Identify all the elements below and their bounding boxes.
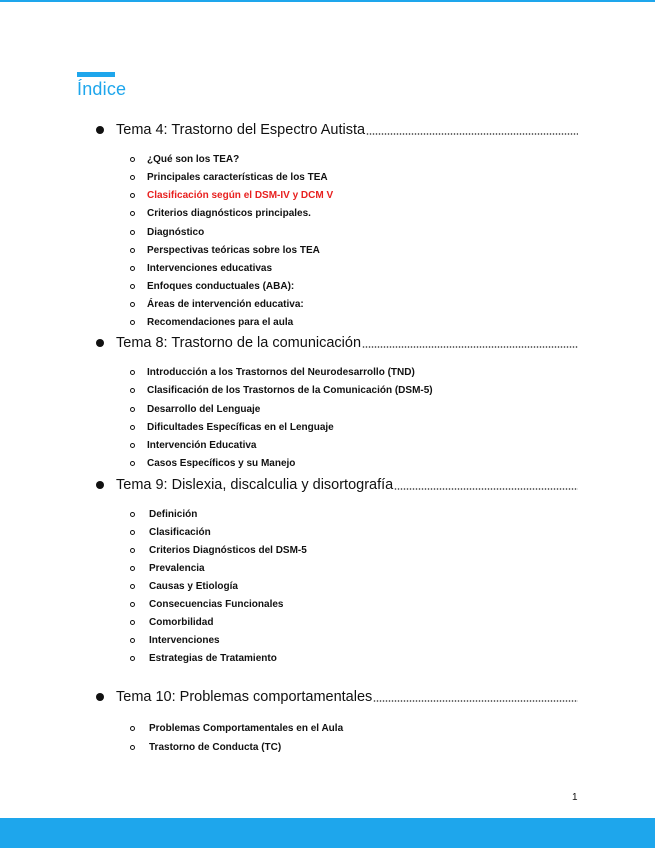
circle-bullet-icon: [130, 584, 135, 589]
toc-item-label: Dificultades Específicas en el Lenguaje: [147, 421, 334, 433]
circle-bullet-icon: [130, 620, 135, 625]
toc-item-label: Diagnóstico: [147, 226, 205, 238]
toc-item[interactable]: [130, 455, 295, 471]
circle-bullet-icon: [130, 638, 135, 643]
toc-topic-label: Tema 8: Trastorno de la comunicación: [116, 335, 362, 351]
toc-item[interactable]: [130, 260, 272, 276]
dot-leader: [366, 132, 578, 136]
circle-bullet-icon: [130, 407, 135, 412]
toc-item-label: Clasificación: [149, 526, 211, 538]
toc-item[interactable]: [130, 720, 343, 736]
toc-item[interactable]: [130, 632, 220, 648]
toc-item[interactable]: [130, 151, 239, 167]
circle-bullet-icon: [130, 530, 135, 535]
bullet-icon: [96, 693, 104, 701]
toc-item-label: Perspectivas teóricas sobre los TEA: [147, 244, 320, 256]
toc-topic-tema-10[interactable]: [96, 686, 578, 708]
toc-item[interactable]: [130, 506, 197, 522]
toc-item[interactable]: [130, 314, 293, 330]
toc-item[interactable]: [130, 205, 311, 221]
toc-item-label: Consecuencias Funcionales: [149, 598, 284, 610]
toc-item-label: Intervención Educativa: [147, 439, 257, 451]
toc-item-label: Criterios diagnósticos principales.: [147, 207, 311, 219]
toc-item-label: Clasificación de los Trastornos de la Comunicación (DSM-5): [147, 384, 433, 396]
toc-item[interactable]: [130, 739, 281, 755]
toc-item-label: Intervenciones educativas: [147, 262, 273, 274]
toc-item[interactable]: [130, 278, 294, 294]
title-accent-bar: [77, 72, 115, 77]
dot-leader: [362, 345, 578, 349]
circle-bullet-icon: [130, 548, 135, 553]
circle-bullet-icon: [130, 284, 135, 289]
toc-item-label: Casos Específicos y su Manejo: [147, 457, 296, 469]
toc-item-label: Criterios Diagnósticos del DSM-5: [149, 544, 307, 556]
bullet-icon: [96, 481, 104, 489]
circle-bullet-icon: [130, 388, 135, 393]
toc-item[interactable]: [130, 224, 204, 240]
toc-topic-tema-9[interactable]: [96, 474, 578, 496]
circle-bullet-icon: [130, 302, 135, 307]
footer-bar: [0, 818, 655, 848]
circle-bullet-icon: [130, 726, 135, 731]
toc-item-label: Desarrollo del Lenguaje: [147, 403, 261, 415]
circle-bullet-icon: [130, 248, 135, 253]
page-number: 1: [572, 792, 578, 803]
circle-bullet-icon: [130, 656, 135, 661]
toc-topic-tema-8[interactable]: [96, 332, 578, 354]
toc-item[interactable]: [130, 242, 320, 258]
page-title: Índice: [77, 79, 127, 99]
toc-item[interactable]: [130, 401, 260, 417]
circle-bullet-icon: [130, 602, 135, 607]
circle-bullet-icon: [130, 320, 135, 325]
toc-item[interactable]: [130, 419, 334, 435]
toc-topic-label: Tema 9: Dislexia, discalculia y disortografía: [116, 477, 394, 493]
toc-item[interactable]: [130, 614, 213, 630]
circle-bullet-icon: [130, 370, 135, 375]
circle-bullet-icon: [130, 175, 135, 180]
toc-item-label: Estrategias de Tratamiento: [149, 652, 277, 664]
toc-item-label: Definición: [149, 508, 198, 520]
toc-item-highlighted[interactable]: [130, 187, 333, 203]
circle-bullet-icon: [130, 745, 135, 750]
circle-bullet-icon: [130, 193, 135, 198]
circle-bullet-icon: [130, 425, 135, 430]
toc-item[interactable]: [130, 382, 433, 398]
circle-bullet-icon: [130, 157, 135, 162]
toc-topic-tema-4[interactable]: [96, 119, 578, 141]
dot-leader: [373, 699, 578, 703]
circle-bullet-icon: [130, 566, 135, 571]
toc-item[interactable]: [130, 169, 328, 185]
circle-bullet-icon: [130, 230, 135, 235]
toc-item[interactable]: [130, 578, 238, 594]
toc-item-label: ¿Qué son los TEA?: [147, 153, 240, 165]
toc-item[interactable]: [130, 437, 256, 453]
toc-item-label: Recomendaciones para el aula: [147, 316, 294, 328]
toc-item-label: Clasificación según el DSM-IV y DCM V: [147, 189, 334, 201]
circle-bullet-icon: [130, 461, 135, 466]
toc-item-label: Causas y Etiología: [149, 580, 238, 592]
circle-bullet-icon: [130, 443, 135, 448]
toc-topic-label: Tema 4: Trastorno del Espectro Autista: [116, 122, 366, 138]
toc-item-label: Introducción a los Trastornos del Neurodesarrollo (TND): [147, 366, 415, 378]
toc-item-label: Principales características de los TEA: [147, 171, 328, 183]
toc-item[interactable]: [130, 560, 205, 576]
toc-topic-label: Tema 10: Problemas comportamentales: [116, 689, 373, 705]
bullet-icon: [96, 126, 104, 134]
circle-bullet-icon: [130, 512, 135, 517]
toc-item[interactable]: [130, 542, 307, 558]
toc-item-label: Áreas de intervención educativa:: [147, 298, 304, 310]
toc-item-label: Problemas Comportamentales en el Aula: [149, 722, 344, 734]
circle-bullet-icon: [130, 211, 135, 216]
toc-item-label: Trastorno de Conducta (TC): [149, 741, 282, 753]
toc-item-label: Enfoques conductuales (ABA):: [147, 280, 295, 292]
toc-item[interactable]: [130, 364, 415, 380]
top-rule: [0, 0, 655, 2]
toc-item[interactable]: [130, 524, 211, 540]
toc-item[interactable]: [130, 650, 277, 666]
toc-item[interactable]: [130, 296, 304, 312]
toc-item[interactable]: [130, 596, 284, 612]
toc-item-label: Prevalencia: [149, 562, 205, 574]
toc-item-label: Intervenciones: [149, 634, 220, 646]
circle-bullet-icon: [130, 266, 135, 271]
dot-leader: [394, 487, 578, 491]
toc-item-label: Comorbilidad: [149, 616, 214, 628]
bullet-icon: [96, 339, 104, 347]
